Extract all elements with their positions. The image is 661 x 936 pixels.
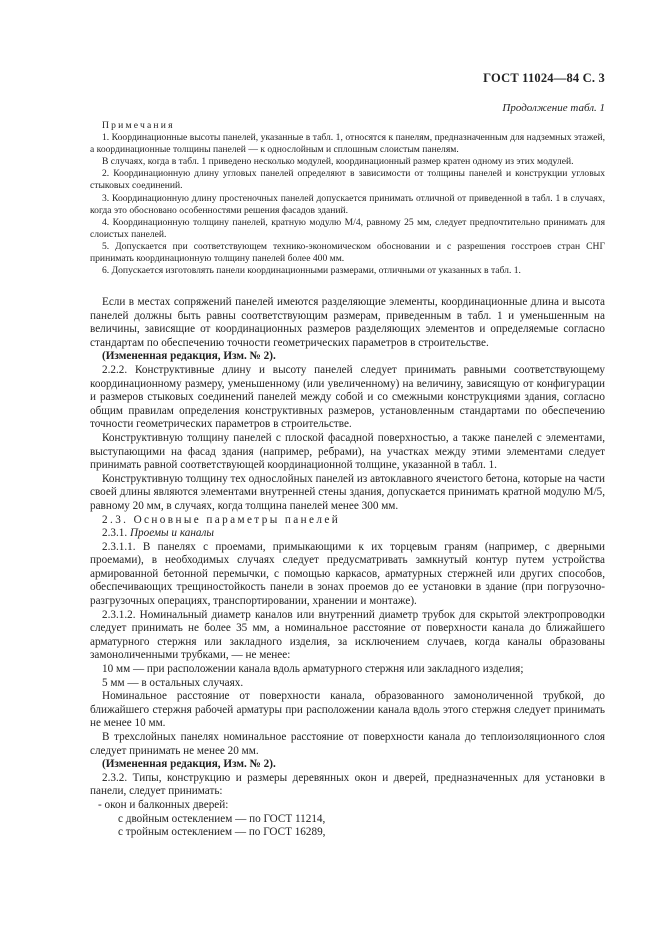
subsection-heading (90, 527, 605, 541)
table-continuation-label: Продолжение табл. 1 (502, 102, 605, 114)
notes-heading: Примечания (102, 120, 175, 131)
note-item: 1. Координационные высоты панелей, указанные в табл. 1, относятся к панелям, предназначенным для надземных этажей, а координационные толщины панелей — к однослойным и сплошным слоистым панелям. (90, 132, 605, 156)
list-item: - окон и балконных дверей: (98, 798, 229, 811)
paragraph: 2.3.2. Типы, конструкцию и размеры деревянных окон и дверей, предназначенных для установки в панели, следует принимать: (90, 771, 605, 798)
note-item: 3. Координационную длину простеночных панелей допускается принимать отличной от приведенной в табл. 1 в случаях, когда это обосновано особенностями решения фасадов зданий. (90, 192, 605, 216)
paragraph: 2.2.2. Конструктивные длину и высоту панелей следует принимать равными соответствующему координационному размеру, уменьшенному (или увеличенному) на величину, зависящую от конфигурации и размеров стыковых соединений панелей между собой и со смежными конструкциями здания, согласно общим правилам определения конструктивных размеров, установленным стандартами по обеспечению точности геометрических параметров в строительстве. (90, 363, 605, 431)
note-item: 5. Допускается при соответствующем технико-экономическом обосновании и с разрешения госстроев стран СНГ принимать координационную толщину панелей более 400 мм. (90, 240, 605, 265)
paragraph: В трехслойных панелях номинальное расстояние от поверхности канала до теплоизоляционного слоя следует принимать не менее 20 мм. (90, 731, 605, 757)
section-heading: 2.3. Основные параметры панелей (102, 513, 341, 526)
list-item: 5 мм — в остальных случаях. (102, 676, 244, 689)
subsection-number: 2.3.1. (102, 527, 128, 540)
note-item: 2. Координационную длину угловых панелей определяют в зависимости от толщины панелей и конструкции угловых стыковых соединений. (90, 168, 605, 192)
paragraph: Номинальное расстояние от поверхности канала, образованного замоноличенной трубкой, до ближайшего стержня рабочей арматуры при расположении канала вдоль этого стержня следует принимать не менее 10 мм. (90, 690, 605, 730)
body-text (90, 296, 605, 840)
subsection-title: Проемы и каналы (129, 527, 214, 540)
revision-note: (Измененная редакция, Изм. № 2). (102, 350, 276, 363)
note-item: В случаях, когда в табл. 1 приведено несколько модулей, координационный размер кратен одному из этих модулей. (102, 156, 574, 168)
list-item: с тройным остеклением — по ГОСТ 16289, (118, 826, 326, 839)
paragraph: 2.3.1.2. Номинальный диаметр каналов или внутренний диаметр трубок для скрытой электропроводки следует принимать не более 35 мм, а номинальное расстояние от поверхности канала до ближайшего арматурного стержня или закладного изделия, за исключением случаев, когда каналы образованы замоноличенными трубками, — не менее: (90, 608, 605, 662)
paragraph: Конструктивную толщину панелей с плоской фасадной поверхностью, а также панелей с элементами, выступающими на фасад здания (например, ребрами), на участках между этими элементами следует принимать равной соответствующей координационной толщине, указанной в табл. 1. (90, 431, 605, 472)
paragraph: 2.3.1.1. В панелях с проемами, примыкающими к их торцевым граням (например, с дверными проемами), в необходимых случаях следует предусматривать замкнутый контур путем устройства армированной бетонной перемычки, с помощью каркасов, арматурных стержней или других способов, обеспечивающих трещиностойкость панели в зонах проемов до ее установки в здание (при погрузочно-разгрузочных операциях, транспортировании, хранении и монтаже). (90, 540, 605, 608)
page-header: ГОСТ 11024—84 С. 3 (483, 71, 605, 85)
paragraph: Конструктивную толщину тех однослойных панелей из автоклавного ячеистого бетона, которые на части своей длины являются элементами внутренней стены здания, допускается принимать кратной модулю М/5, равному 20 мм, в случаях, когда толщина панелей менее 300 мм. (90, 472, 605, 512)
note-item: 6. Допускается изготовлять панели координационными размерами, отличными от указанных в табл. 1. (102, 265, 521, 277)
list-item: с двойным остеклением — по ГОСТ 11214, (118, 812, 326, 825)
list-item: 10 мм — при расположении канала вдоль арматурного стержня или закладного изделия; (102, 663, 524, 676)
paragraph: Если в местах сопряжений панелей имеются разделяющие элементы, координационные длина и высота панелей должны быть равны соответствующим размерам, приведенным в табл. 1 и уменьшенным на величины, зависящие от координационных размеров разделяющих элементов и определяемые согласно стандартам по обеспечению точности геометрических параметров в строительстве. (90, 296, 605, 349)
note-item: 4. Координационную толщину панелей, кратную модулю М/4, равному 25 мм, следует предпочтительно принимать для слоистых панелей. (90, 216, 605, 240)
notes-section (90, 120, 605, 277)
revision-note: (Измененная редакция, Изм. № 2). (102, 758, 276, 771)
